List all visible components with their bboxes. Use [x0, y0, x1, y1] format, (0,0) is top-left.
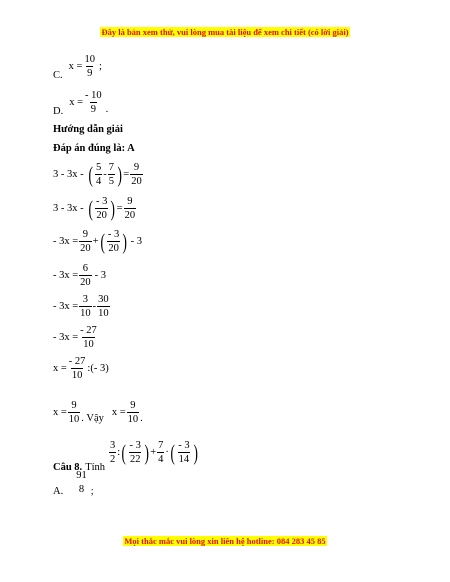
question-8: Câu 8. Tính $\frac{3}{2}$ : ( $\frac{- 3}{22}$ ) + $\frac{7}{4}$ · ( $\frac{- 3}{14}$ ): [53, 439, 198, 473]
option-c-label: C.: [53, 70, 63, 81]
solution-heading: Hướng dẫn giải: [53, 124, 123, 135]
hotline-notice-text: Mọi thắc mắc vui lòng xin liên hệ hotline: 084 283 45 85: [124, 536, 326, 546]
solution-step-4: - 3x = $\frac{6}{20}$ - 3: [53, 263, 107, 289]
solution-step-5: - 3x = $\frac{3}{10}$ - $\frac{30}{10}$: [53, 294, 109, 320]
solution-step-2: 3 - 3x - ( $\frac{- 3}{20}$ ) = $\frac{9}{20}$: [53, 195, 136, 222]
option-c-fraction: $\frac{10}{9}$: [84, 53, 95, 79]
option-a-label: A.: [53, 486, 64, 497]
solution-step-6: - 3x = $\frac{- 27}{10}$: [53, 325, 97, 351]
option-a-fraction: 91 8: [76, 470, 87, 495]
solution-step-3: - 3x = $\frac{9}{20}$ + ( $\frac{- 3}{20}$ ) - 3: [53, 228, 142, 255]
solution-step-1: 3 - 3x - ( $\frac{5}{4}$ - $\frac{7}{5}$ ) = $\frac{9}{20}$: [53, 161, 142, 188]
option-d-fraction: $\frac{- 10}{9}$: [85, 89, 102, 115]
question-8-label: Câu 8.: [53, 462, 83, 473]
option-d-label: D.: [53, 106, 64, 117]
hotline-notice-banner: [0, 536, 450, 546]
option-d: D. x = $\frac{- 10}{9}$ .: [53, 89, 109, 117]
preview-notice-banner: [0, 27, 450, 37]
solution-step-7: x = $\frac{- 27}{10}$ :(- 3): [53, 356, 109, 382]
option-c-lhs: x =: [68, 61, 83, 72]
option-a: A. 91 8 ;: [53, 470, 94, 497]
option-c: C. x = $\frac{10}{9}$ ;: [53, 53, 102, 81]
correct-answer: Đáp án đúng là: A: [53, 143, 135, 154]
preview-notice-text: Đây là bản xem thử, vui lòng mua tài liệu để xem chi tiết (có lời giải): [101, 27, 349, 37]
solution-step-8: x = $\frac{9}{10}$ . Vậy x = $\frac{9}{10}$ .: [53, 400, 143, 426]
option-d-lhs: x =: [69, 97, 84, 108]
